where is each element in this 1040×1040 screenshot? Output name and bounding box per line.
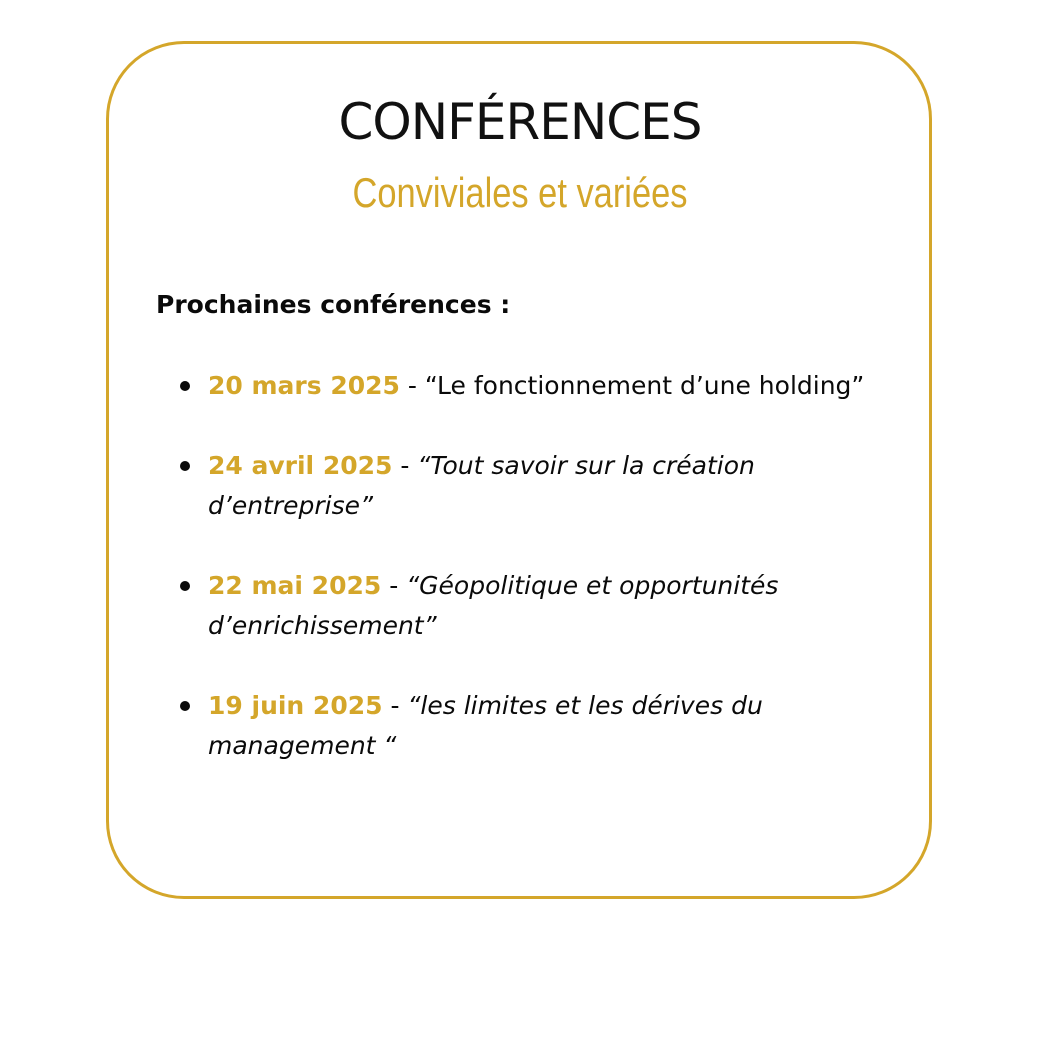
bullet-icon (180, 701, 190, 711)
event-separator: - (392, 451, 418, 480)
bullet-icon (180, 461, 190, 471)
page-subtitle: Conviviales et variées (352, 169, 688, 216)
event-separator: - (399, 371, 425, 400)
event-title: “les limites et les dérives du management “ (208, 691, 763, 760)
event-title: “Géopolitique et opportunités d’enrichissement” (208, 571, 779, 640)
event-date: 22 mai 2025 (208, 571, 382, 600)
event-text (208, 566, 808, 646)
event-date: 20 mars 2025 (208, 371, 400, 400)
event-separator: - (381, 571, 407, 600)
event-separator: - (382, 691, 408, 720)
event-title: “Le fonctionnement d’une holding” (424, 371, 865, 400)
page-title: CONFÉRENCES (338, 93, 702, 151)
event-text (208, 686, 768, 766)
bullet-icon (180, 381, 190, 391)
event-title: “Tout savoir sur la création d’entreprise” (208, 451, 755, 520)
event-text (208, 366, 888, 406)
event-date: 24 avril 2025 (208, 451, 393, 480)
section-heading: Prochaines conférences : (156, 290, 511, 319)
event-text (208, 446, 768, 526)
bullet-icon (180, 581, 190, 591)
event-date: 19 juin 2025 (208, 691, 383, 720)
